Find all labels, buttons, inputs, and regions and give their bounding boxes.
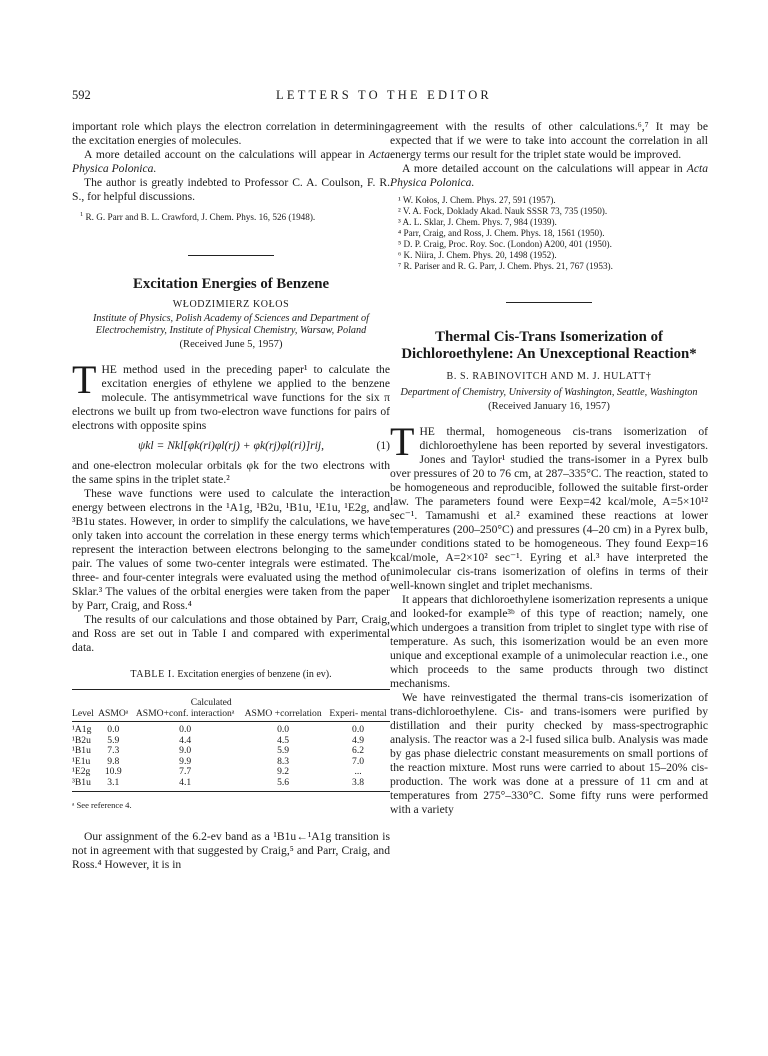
- table-row: ¹E2g 10.9 7.7 9.2 ...: [72, 766, 362, 778]
- table-row: ¹E1u 9.8 9.9 8.3 7.0: [72, 755, 365, 767]
- paragraph: It appears that dichloroethylene isomerization represents a unique and looked-for example³ᵇ of this type of reaction; namely, one which undergoes a transition from triplet to singlet type with rise of temperature. As such, this isomerization would be an even more unique and exceptional example of a unimolecular reaction i.e., one which proceeds to the same products through two distinct mechanisms.: [390, 593, 708, 690]
- left-column: [72, 120, 390, 872]
- reference: ² V. A. Fock, Doklady Akad. Nauk SSSR 73, 735 (1950).: [398, 206, 608, 216]
- reference-list: [390, 195, 708, 272]
- reference: ⁵ D. P. Craig, Proc. Roy. Soc. (London) A200, 401 (1950).: [398, 239, 612, 249]
- table-row: ³B1u 3.1 4.1 5.6 3.8: [72, 778, 390, 792]
- reference: ⁶ K. Niira, J. Chem. Phys. 20, 1498 (1952).: [398, 250, 557, 260]
- article-author: WŁODZIMIERZ KOŁOS: [172, 299, 290, 311]
- table-row: ¹B2u 5.9 4.4 4.5 4.9: [72, 734, 365, 746]
- table-header: ASMOᵃ: [96, 709, 130, 722]
- equation: ψkl = Nkl[φk(ri)φl(rj) + φk(rj)φl(ri)]rij, (1): [72, 437, 390, 455]
- reference: ⁴ Parr, Craig, and Ross, J. Chem. Phys. 18, 1561 (1950).: [398, 228, 605, 238]
- paragraph: THE method used in the preceding paper¹ to calculate the excitation energies of ethylene we applied to the benzene molecule. The antisymmetrical wave functions for the six π electrons we built up from two-electron wave functions for pairs of electrons with opposite spins: [72, 357, 390, 433]
- footnote: $^1$ R. G. Parr and B. L. Crawford, J. Chem. Phys. 16, 526 (1948).: [80, 211, 316, 223]
- table-header: Experi- mental: [326, 709, 390, 722]
- article-affiliation: Department of Chemistry, University of Washington, Seattle, Washington: [400, 387, 698, 398]
- received-date: (Received June 5, 1957): [179, 339, 283, 351]
- reference: ³ A. L. Sklar, J. Chem. Phys. 7, 984 (1939).: [398, 217, 557, 227]
- acknowledgment: The author is greatly indebted to Professor C. A. Coulson, F. R. S., for helpful discussions.: [72, 176, 390, 203]
- received-date: (Received January 16, 1957): [488, 401, 610, 412]
- equation-number: (1): [376, 439, 390, 453]
- page-header: [72, 88, 696, 106]
- paragraph: important role which plays the electron correlation in determining the excitation energies of molecules.: [72, 120, 390, 147]
- paragraph: THE thermal, homogeneous cis-trans isomerization of dichloroethylene has been reported by several investigators. Jones and Taylor¹ studied the trans-isomer in a Pyrex bulb over pressures of 20 to 76 cm, at 287–335°C. The reaction, stated to be homogeneous and reproducible, followed the suitable first-order law. The parameters found were Eexp=42 kcal/mole, A=5×10¹² sec⁻¹. Tamamushi et al.² examined these reactions at lower temperatures (200–250°C) and pressures (4–20 cm) in a Pyrex bulb, under conditions stated to be homogeneous. They found Eexp=16 kcal/mole, A=2×10² sec⁻¹. Eyring et al.³ have interpreted the unimolecular cis-trans isomerization of olefins in terms of their well-known singlet and triplet mechanisms.: [390, 419, 708, 592]
- data-table: [72, 689, 390, 792]
- article-title: Excitation Energies of Benzene: [132, 276, 330, 293]
- table-footnote: ᵃ See reference 4.: [72, 800, 132, 811]
- reference: ¹ W. Kołos, J. Chem. Phys. 27, 591 (1957).: [398, 195, 556, 205]
- article-author: B. S. RABINOVITCH AND M. J. HULATT†: [446, 371, 652, 382]
- table-group-header: Calculated: [96, 690, 326, 709]
- paragraph: and one-electron molecular orbitals φk for the two electrons with the same spins in the triplet state.²: [72, 459, 390, 487]
- paragraph: Our assignment of the 6.2-ev band as a ¹B1u←¹A1g transition is not in agreement with that suggested by Craig,⁵ and Parr, Craig, and Ross.⁴ However, it is in: [72, 830, 390, 872]
- reference: ⁷ R. Pariser and R. G. Parr, J. Chem. Phys. 21, 767 (1953).: [398, 261, 613, 271]
- running-title: LETTERS TO THE EDITOR: [276, 88, 492, 102]
- table-caption: TABLE I. Excitation energies of benzene (in ev).: [130, 669, 332, 681]
- paragraph: A more detailed account on the calculations will appear in Acta Physica Polonica.: [390, 162, 708, 189]
- page-number: 592: [72, 88, 91, 102]
- paragraph: We have reinvestigated the thermal trans-cis isomerization of trans-dichloroethylene. Cis- and trans-isomers were purified by distillation and their purity checked by mass-spectrographic analysis. The reactor was a 2-l fused silica bulb. Analysis was made by gas phase dielectric constant measurements on small portions of the reaction mixture. Most runs were carried to about 15–20% cis-production. The work was done at a pressure of 11 cm and at temperatures from 275°–330°C. Some fifty runs were performed with a variety: [390, 691, 708, 816]
- table-row: ¹B1u 7.3 9.0 5.9 6.2: [72, 745, 365, 757]
- table-header: ASMO +correlation: [240, 709, 326, 722]
- right-column: [390, 120, 708, 817]
- table-row: ¹A1g 0.0 0.0 0.0 0.0: [72, 724, 365, 736]
- paragraph: These wave functions were used to calculate the interaction energy between electrons in the ¹A1g, ¹B2u, ¹B1u, ¹E1u, ¹E2g, and ³B1u states. However, in order to simplify the calculations, we have only taken into account the correlation in these energy terms which represent the interaction between electrons belonging to the same pair. The values of some two-center integrals were estimated. The three- and four-center integrals were evaluated using the method of Sklar.³ The values of the orbital energies were taken from the paper by Parr, Craig, and Ross.⁴: [72, 487, 390, 613]
- drop-cap: T: [390, 419, 415, 464]
- article-title: Thermal Cis-Trans Isomerization of Dichloroethylene: An Unexceptional Reaction*: [401, 329, 697, 362]
- drop-cap: T: [72, 357, 97, 403]
- table-header: Level: [72, 709, 96, 722]
- table-header: ASMO+conf. interactionᵃ: [130, 709, 240, 722]
- paragraph: A more detailed account on the calculations will appear in Acta Physica Polonica.: [72, 148, 390, 175]
- paragraph: agreement with the results of other calculations.⁶,⁷ It may be expected that if we were to take into account the correlation in all energy terms our result for the triplet state would be improved.: [390, 120, 708, 161]
- paragraph: The results of our calculations and those obtained by Parr, Craig, and Ross are set out in Table I and compared with experimental data.: [72, 613, 390, 655]
- article-affiliation: Institute of Physics, Polish Academy of Sciences and Department of Electrochemistry, Institute of Physical Chemistry, Warsaw, Poland: [93, 313, 369, 337]
